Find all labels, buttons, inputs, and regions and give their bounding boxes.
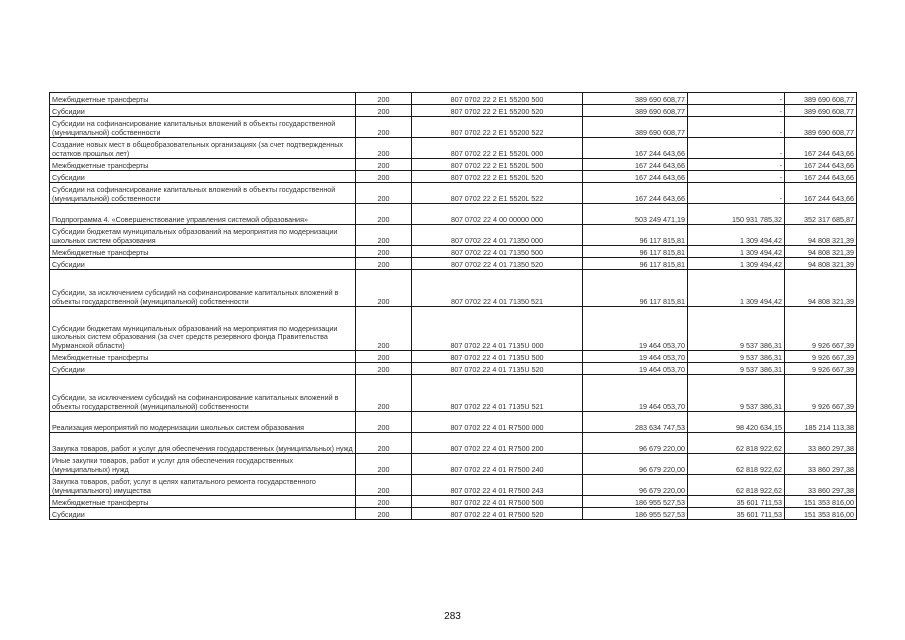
- budget-table: [49, 92, 857, 520]
- row-exec-cell: -: [688, 105, 785, 117]
- row-plan-cell: 167 244 643,66: [583, 171, 688, 183]
- row-exec-cell: 150 931 785,32: [688, 204, 785, 225]
- row-rest-cell: 9 926 667,39: [785, 375, 857, 412]
- table-row: [50, 508, 857, 520]
- row-rest-cell: 389 690 608,77: [785, 105, 857, 117]
- row-kbk-cell: 807 0702 22 4 01 7135U 000: [412, 307, 583, 351]
- row-exec-cell: -: [688, 159, 785, 171]
- row-code-cell: 200: [356, 351, 412, 363]
- row-code-cell: 200: [356, 363, 412, 375]
- row-rest-cell: 167 244 643,66: [785, 138, 857, 159]
- row-name-cell: Субсидии: [50, 171, 356, 183]
- row-code-cell: 200: [356, 138, 412, 159]
- row-kbk-cell: 807 0702 22 2 E1 5520L 000: [412, 138, 583, 159]
- row-plan-cell: 389 690 608,77: [583, 105, 688, 117]
- row-exec-cell: -: [688, 183, 785, 204]
- row-rest-cell: 33 860 297,38: [785, 433, 857, 454]
- row-name-cell: Субсидии: [50, 363, 356, 375]
- row-code-cell: 200: [356, 171, 412, 183]
- table-row: [50, 246, 857, 258]
- row-kbk-cell: 807 0702 22 4 01 7135U 500: [412, 351, 583, 363]
- row-name-cell: Субсидии: [50, 105, 356, 117]
- row-name-cell: Межбюджетные трансферты: [50, 246, 356, 258]
- row-code-cell: 200: [356, 508, 412, 520]
- row-kbk-cell: 807 0702 22 4 01 R7500 500: [412, 496, 583, 508]
- row-plan-cell: 96 117 815,81: [583, 246, 688, 258]
- row-exec-cell: -: [688, 138, 785, 159]
- row-plan-cell: 19 464 053,70: [583, 375, 688, 412]
- table-row: [50, 496, 857, 508]
- row-exec-cell: 35 601 711,53: [688, 496, 785, 508]
- row-plan-cell: 389 690 608,77: [583, 117, 688, 138]
- row-exec-cell: 9 537 386,31: [688, 375, 785, 412]
- table-row: [50, 105, 857, 117]
- row-exec-cell: 1 309 494,42: [688, 258, 785, 270]
- row-name-cell: Закупка товаров, работ, услуг в целях капитального ремонта государственного (муниципального) имущества: [50, 475, 356, 496]
- row-rest-cell: 352 317 685,87: [785, 204, 857, 225]
- row-code-cell: 200: [356, 375, 412, 412]
- row-code-cell: 200: [356, 117, 412, 138]
- row-kbk-cell: 807 0702 22 4 01 71350 520: [412, 258, 583, 270]
- row-rest-cell: 167 244 643,66: [785, 171, 857, 183]
- row-code-cell: 200: [356, 105, 412, 117]
- row-exec-cell: 9 537 386,31: [688, 351, 785, 363]
- row-rest-cell: 151 353 816,00: [785, 508, 857, 520]
- table-row: [50, 204, 857, 225]
- row-rest-cell: 94 808 321,39: [785, 270, 857, 307]
- row-code-cell: 200: [356, 246, 412, 258]
- row-plan-cell: 19 464 053,70: [583, 307, 688, 351]
- row-exec-cell: 1 309 494,42: [688, 246, 785, 258]
- row-code-cell: 200: [356, 258, 412, 270]
- table-row: [50, 93, 857, 105]
- row-code-cell: 200: [356, 454, 412, 475]
- row-name-cell: Межбюджетные трансферты: [50, 93, 356, 105]
- row-code-cell: 200: [356, 270, 412, 307]
- row-exec-cell: 98 420 634,15: [688, 412, 785, 433]
- row-exec-cell: 62 818 922,62: [688, 433, 785, 454]
- row-rest-cell: 167 244 643,66: [785, 159, 857, 171]
- row-kbk-cell: 807 0702 22 2 E1 55200 522: [412, 117, 583, 138]
- row-name-cell: Межбюджетные трансферты: [50, 159, 356, 171]
- row-rest-cell: 167 244 643,66: [785, 183, 857, 204]
- row-rest-cell: 389 690 608,77: [785, 117, 857, 138]
- row-rest-cell: 151 353 816,00: [785, 496, 857, 508]
- row-code-cell: 200: [356, 496, 412, 508]
- row-name-cell: Субсидии: [50, 508, 356, 520]
- row-plan-cell: 167 244 643,66: [583, 183, 688, 204]
- row-kbk-cell: 807 0702 22 4 01 7135U 520: [412, 363, 583, 375]
- row-rest-cell: 33 860 297,38: [785, 475, 857, 496]
- row-code-cell: 200: [356, 225, 412, 246]
- row-exec-cell: 9 537 386,31: [688, 363, 785, 375]
- table-row: [50, 270, 857, 307]
- row-code-cell: 200: [356, 412, 412, 433]
- row-name-cell: Иные закупки товаров, работ и услуг для обеспечения государственных (муниципальных) нужд: [50, 454, 356, 475]
- row-code-cell: 200: [356, 204, 412, 225]
- row-plan-cell: 96 117 815,81: [583, 225, 688, 246]
- table-row: [50, 412, 857, 433]
- row-rest-cell: 9 926 667,39: [785, 363, 857, 375]
- row-plan-cell: 503 249 471,19: [583, 204, 688, 225]
- row-kbk-cell: 807 0702 22 4 01 R7500 243: [412, 475, 583, 496]
- row-rest-cell: 185 214 113,38: [785, 412, 857, 433]
- row-plan-cell: 186 955 527,53: [583, 508, 688, 520]
- row-exec-cell: -: [688, 171, 785, 183]
- row-kbk-cell: 807 0702 22 4 01 R7500 200: [412, 433, 583, 454]
- row-kbk-cell: 807 0702 22 2 E1 55200 500: [412, 93, 583, 105]
- page-number: 283: [444, 611, 461, 622]
- table-row: [50, 475, 857, 496]
- row-kbk-cell: 807 0702 22 2 E1 5520L 500: [412, 159, 583, 171]
- row-name-cell: Закупка товаров, работ и услуг для обеспечения государственных (муниципальных) нужд: [50, 433, 356, 454]
- row-plan-cell: 389 690 608,77: [583, 93, 688, 105]
- row-exec-cell: 1 309 494,42: [688, 270, 785, 307]
- row-exec-cell: -: [688, 117, 785, 138]
- row-rest-cell: 9 926 667,39: [785, 351, 857, 363]
- table-row: [50, 258, 857, 270]
- row-exec-cell: 62 818 922,62: [688, 475, 785, 496]
- row-kbk-cell: 807 0702 22 4 01 71350 500: [412, 246, 583, 258]
- row-kbk-cell: 807 0702 22 4 01 R7500 000: [412, 412, 583, 433]
- row-rest-cell: 94 808 321,39: [785, 246, 857, 258]
- row-exec-cell: 35 601 711,53: [688, 508, 785, 520]
- row-name-cell: Субсидии, за исключением субсидий на софинансирование капитальных вложений в объекты государственной (муниципальной) собственности: [50, 375, 356, 412]
- row-kbk-cell: 807 0702 22 4 01 71350 521: [412, 270, 583, 307]
- row-code-cell: 200: [356, 183, 412, 204]
- row-kbk-cell: 807 0702 22 4 01 R7500 240: [412, 454, 583, 475]
- row-exec-cell: -: [688, 93, 785, 105]
- row-plan-cell: 283 634 747,53: [583, 412, 688, 433]
- row-code-cell: 200: [356, 93, 412, 105]
- row-name-cell: Межбюджетные трансферты: [50, 496, 356, 508]
- row-exec-cell: 62 818 922,62: [688, 454, 785, 475]
- row-kbk-cell: 807 0702 22 4 01 R7500 520: [412, 508, 583, 520]
- row-name-cell: Субсидии бюджетам муниципальных образований на мероприятия по модернизации школьных систем образования: [50, 225, 356, 246]
- row-plan-cell: 96 679 220,00: [583, 454, 688, 475]
- table-row: [50, 307, 857, 351]
- row-name-cell: Межбюджетные трансферты: [50, 351, 356, 363]
- row-rest-cell: 9 926 667,39: [785, 307, 857, 351]
- row-name-cell: Реализация мероприятий по модернизации школьных систем образования: [50, 412, 356, 433]
- row-plan-cell: 96 117 815,81: [583, 270, 688, 307]
- table-body: [50, 93, 857, 520]
- row-exec-cell: 9 537 386,31: [688, 307, 785, 351]
- row-plan-cell: 167 244 643,66: [583, 138, 688, 159]
- table-row: [50, 159, 857, 171]
- table-row: [50, 225, 857, 246]
- row-plan-cell: 96 679 220,00: [583, 433, 688, 454]
- row-name-cell: Субсидии на софинансирование капитальных вложений в объекты государственной (муниципальной) собственности: [50, 117, 356, 138]
- row-plan-cell: 186 955 527,53: [583, 496, 688, 508]
- row-name-cell: Подпрограмма 4. «Совершенствование управления системой образования»: [50, 204, 356, 225]
- row-plan-cell: 167 244 643,66: [583, 159, 688, 171]
- row-exec-cell: 1 309 494,42: [688, 225, 785, 246]
- row-kbk-cell: 807 0702 22 4 01 7135U 521: [412, 375, 583, 412]
- row-rest-cell: 389 690 608,77: [785, 93, 857, 105]
- row-plan-cell: 96 679 220,00: [583, 475, 688, 496]
- row-name-cell: Субсидии бюджетам муниципальных образований на мероприятия по модернизации школьных систем образования (за счет средств резервного фонда Правительства Мурманской области): [50, 307, 356, 351]
- table-row: [50, 363, 857, 375]
- table-row: [50, 171, 857, 183]
- table-row: [50, 433, 857, 454]
- row-kbk-cell: 807 0702 22 4 00 00000 000: [412, 204, 583, 225]
- row-name-cell: Субсидии на софинансирование капитальных вложений в объекты государственной (муниципальной) собственности: [50, 183, 356, 204]
- row-kbk-cell: 807 0702 22 2 E1 5520L 522: [412, 183, 583, 204]
- row-name-cell: Субсидии: [50, 258, 356, 270]
- row-rest-cell: 94 808 321,39: [785, 225, 857, 246]
- row-rest-cell: 33 860 297,38: [785, 454, 857, 475]
- row-code-cell: 200: [356, 307, 412, 351]
- row-code-cell: 200: [356, 475, 412, 496]
- row-code-cell: 200: [356, 159, 412, 171]
- row-kbk-cell: 807 0702 22 4 01 71350 000: [412, 225, 583, 246]
- row-name-cell: Субсидии, за исключением субсидий на софинансирование капитальных вложений в объекты государственной (муниципальной) собственности: [50, 270, 356, 307]
- row-rest-cell: 94 808 321,39: [785, 258, 857, 270]
- table-row: [50, 183, 857, 204]
- row-plan-cell: 19 464 053,70: [583, 363, 688, 375]
- table-row: [50, 454, 857, 475]
- table-row: [50, 375, 857, 412]
- row-name-cell: Создание новых мест в общеобразовательных организациях (за счет подтвержденных остатков прошлых лет): [50, 138, 356, 159]
- row-plan-cell: 19 464 053,70: [583, 351, 688, 363]
- table-row: [50, 351, 857, 363]
- row-kbk-cell: 807 0702 22 2 E1 55200 520: [412, 105, 583, 117]
- table-row: [50, 117, 857, 138]
- table-row: [50, 138, 857, 159]
- row-plan-cell: 96 117 815,81: [583, 258, 688, 270]
- row-code-cell: 200: [356, 433, 412, 454]
- row-kbk-cell: 807 0702 22 2 E1 5520L 520: [412, 171, 583, 183]
